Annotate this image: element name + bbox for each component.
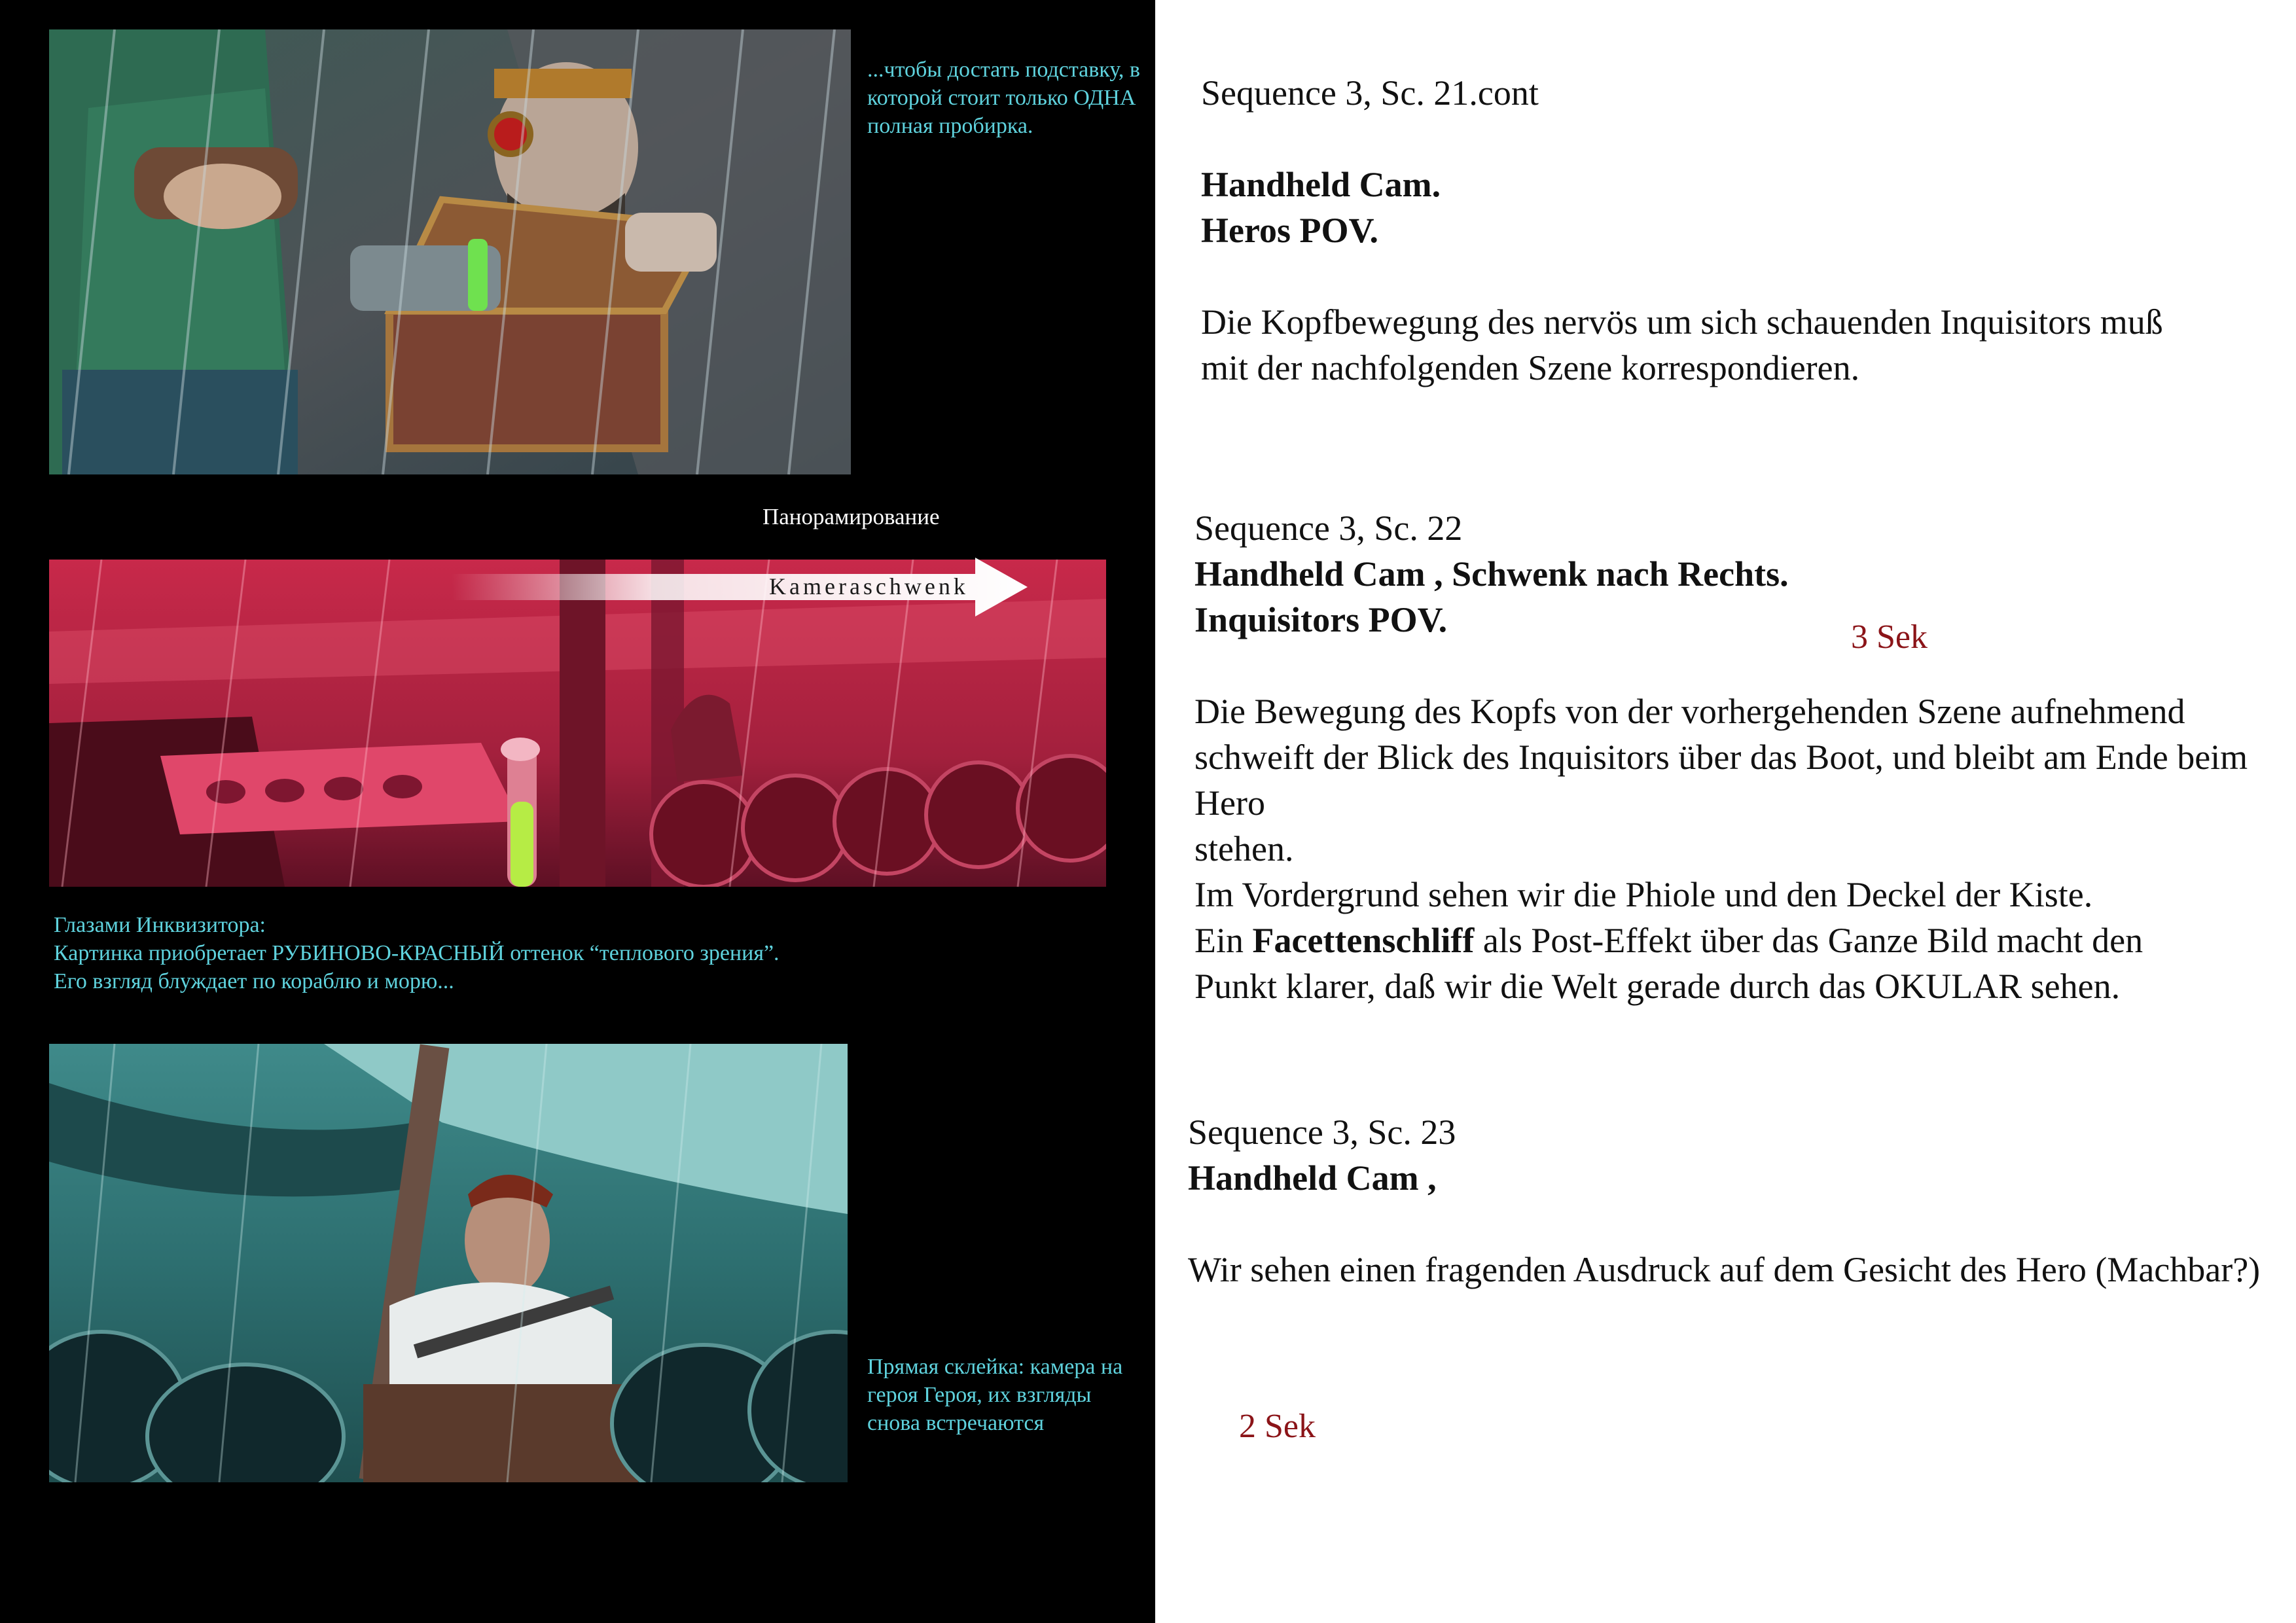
frame-3-note: Прямая склейка: камера на героя Героя, их взгляды снова встречаются <box>867 1355 1123 1435</box>
description-line: Die Bewegung des Kopfs von der vorhergehenden Szene aufnehmend <box>1194 692 2185 731</box>
frame-1-note: ...чтобы достать подставку, в которой стоит только ОДНА полная пробирка. <box>867 58 1140 138</box>
description-line: stehen. <box>1194 829 1294 868</box>
effect-term: Facettenschliff <box>1252 921 1475 960</box>
storyboard-frame-3 <box>49 1044 848 1482</box>
scene-22-duration: 3 Sek <box>1851 618 1928 656</box>
camera-line: Heros POV. <box>1201 211 1379 250</box>
scene-22-description <box>1194 505 2281 1009</box>
description-line: Wir sehen einen fragenden Ausdruck auf dem Gesicht des Hero (Machbar?) <box>1188 1250 2261 1289</box>
description-line: schweift der Blick des Inquisitors über das Boot, und bleibt am Ende beim Hero <box>1194 738 2248 823</box>
description-line: Punkt klarer, daß wir die Welt gerade durch das OKULAR sehen. <box>1194 967 2121 1006</box>
frame-2-note-line: Глазами Инквизитора: <box>54 913 266 937</box>
frame-1-illustration <box>49 29 851 474</box>
description-line: Die Kopfbewegung des nervös um sich schauenden Inquisitors muß <box>1201 302 2163 342</box>
camera-line: Handheld Cam , <box>1188 1158 1437 1198</box>
frame-2-note-line: Его взгляд блуждает по кораблю и морю... <box>54 969 454 993</box>
description-line: mit der nachfolgenden Szene korrespondieren. <box>1201 348 1860 387</box>
pan-label: Панорамирование <box>762 504 940 529</box>
effect-prefix: Ein <box>1194 921 1253 960</box>
scene-heading: Sequence 3, Sc. 23 <box>1188 1113 1456 1152</box>
camera-line: Handheld Cam , Schwenk nach Rechts. <box>1194 554 1789 594</box>
camera-line: Handheld Cam. <box>1201 165 1441 204</box>
scene-23-description <box>1188 1109 2274 1293</box>
camera-pan-label: Kameraschwenk <box>769 573 969 599</box>
frame-3-illustration <box>49 1044 848 1482</box>
camera-line: Inquisitors POV. <box>1194 600 1448 639</box>
effect-suffix: als Post-Effekt über das Ganze Bild macht den <box>1474 921 2144 960</box>
frame-2-note <box>54 911 1003 995</box>
description-line <box>1194 918 2281 963</box>
frame-2-note-line: Картинка приобретает РУБИНОВО-КРАСНЫЙ оттенок “теплового зрения”. <box>54 941 780 965</box>
scene-21-description <box>1201 70 2274 391</box>
description-line: Im Vordergrund sehen wir die Phiole und den Deckel der Kiste. <box>1194 875 2093 914</box>
storyboard-frame-1 <box>49 29 851 474</box>
scene-heading: Sequence 3, Sc. 21.cont <box>1201 73 1539 113</box>
scene-23-duration: 2 Sek <box>1239 1408 1316 1445</box>
scene-heading: Sequence 3, Sc. 22 <box>1194 508 1463 548</box>
